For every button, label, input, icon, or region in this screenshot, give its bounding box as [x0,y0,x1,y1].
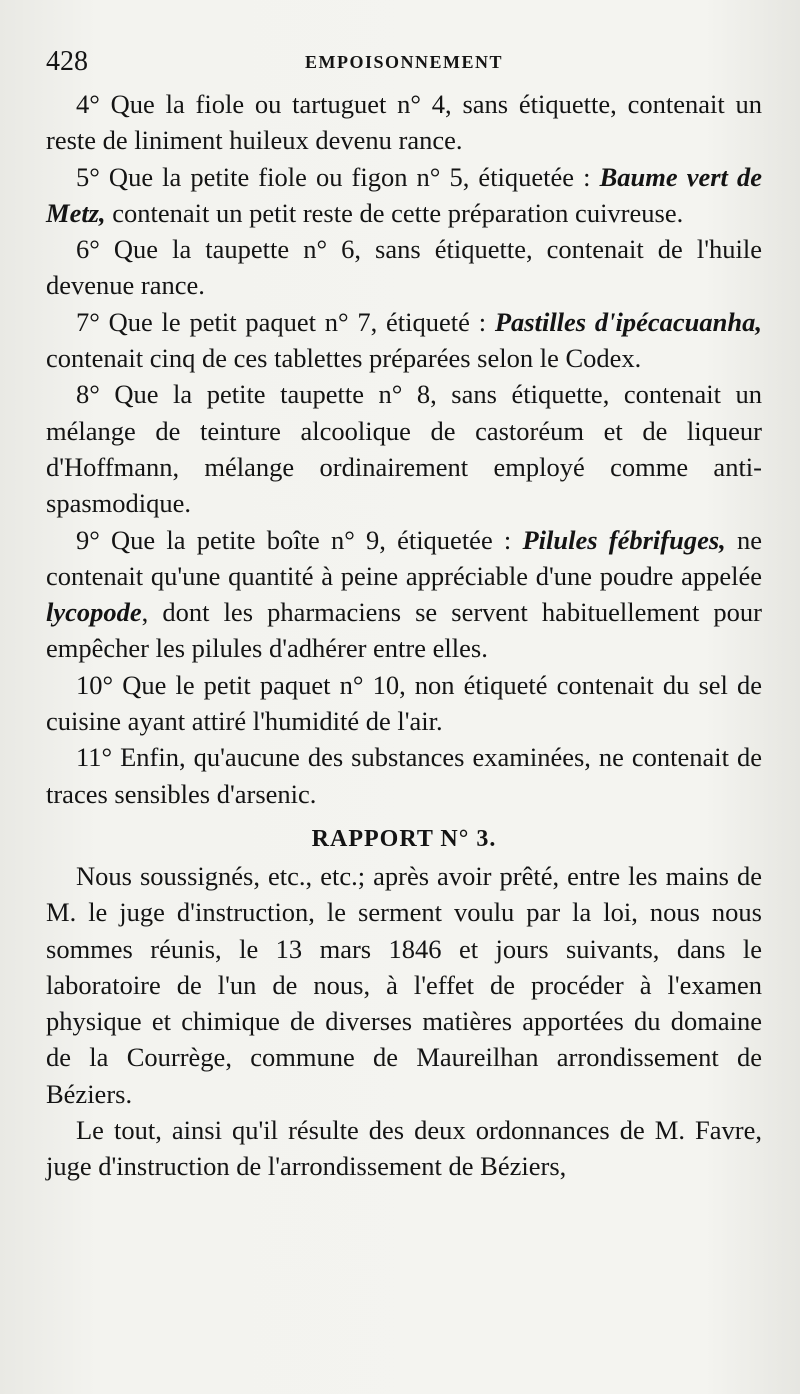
italic-title: Baume vert de Metz, [46,161,763,228]
text-run: Le tout, ainsi qu'il résulte des deux ordonnances de M. Favre, juge d'instruction de l'arrondissement de Béziers, [46,1115,762,1182]
text-run: , dont les pharmaciens se servent habituellement pour empêcher les pilules d'adhérer entre elles. [46,597,762,664]
text-run: 6° Que la taupette n° 6, sans étiquette, contenait de l'huile devenue rance. [46,234,762,301]
section-heading: RAPPORT N° 3. [311,825,497,852]
text-run: contenait un petit reste de cette préparation cuivreuse. [105,197,684,228]
running-title: EMPOISONNEMENT [304,52,503,72]
italic-title: Pastilles d'ipécacuanha, [494,306,762,337]
paragraph-p10 [46,667,762,740]
enumerated-findings [46,86,762,812]
text-run: ne contenait qu'une quantité à peine appréciable d'une poudre appelée [46,524,762,591]
italic-title: lycopode [46,597,142,628]
paragraph-p11 [46,739,762,812]
text-run: 9° Que la petite boîte n° 9, étiquetée : [76,524,523,555]
paragraph-p8 [46,376,762,521]
text-run: 5° Que la petite fiole ou figon n° 5, étiquetée : [76,161,600,192]
italic-title: Pilules fébrifuges, [522,524,726,555]
paragraph-p6 [46,231,762,304]
running-head [46,42,762,82]
paragraph-r1 [46,858,762,1112]
text-run: 4° Que la fiole ou tartuguet n° 4, sans étiquette, contenait un reste de liniment huileux devenu rance. [46,89,762,156]
text-run: Nous soussignés, etc., etc.; après avoir prêté, entre les mains de M. le juge d'instruction, le serment voulu par la loi, nous nous sommes réunis, le 13 mars 1846 et jours suivants, dans le laboratoire de l'un de nous, à l'effet de procéder à l'examen physique et chimique de diverses matières apportées du domaine de la Courrège, commune de Maureilhan arrondissement de Béziers. [46,860,762,1109]
text-run: 7° Que le petit paquet n° 7, étiqueté : [76,306,495,337]
paragraph-r2 [46,1112,762,1185]
paragraph-p5 [46,159,762,232]
paragraph-p4 [46,86,762,159]
paragraph-p9 [46,522,762,667]
text-run: 10° Que le petit paquet n° 10, non étiqueté contenait du sel de cuisine ayant attiré l'humidité de l'air. [46,669,762,737]
text-run: 11° Enfin, qu'aucune des substances examinées, ne contenait de traces sensibles d'arsenic. [46,742,762,809]
page-number: 428 [46,46,88,77]
text-run: contenait cinq de ces tablettes préparées selon le Codex. [46,343,642,374]
paragraph-p7 [46,304,762,377]
text-run: 8° Que la petite taupette n° 8, sans étiquette, contenait un mélange de teinture alcoolique de castoréum et de liqueur d'Hoffmann, mélange ordinairement employé comme antispasmodique. [46,379,762,519]
report-body [46,858,762,1185]
